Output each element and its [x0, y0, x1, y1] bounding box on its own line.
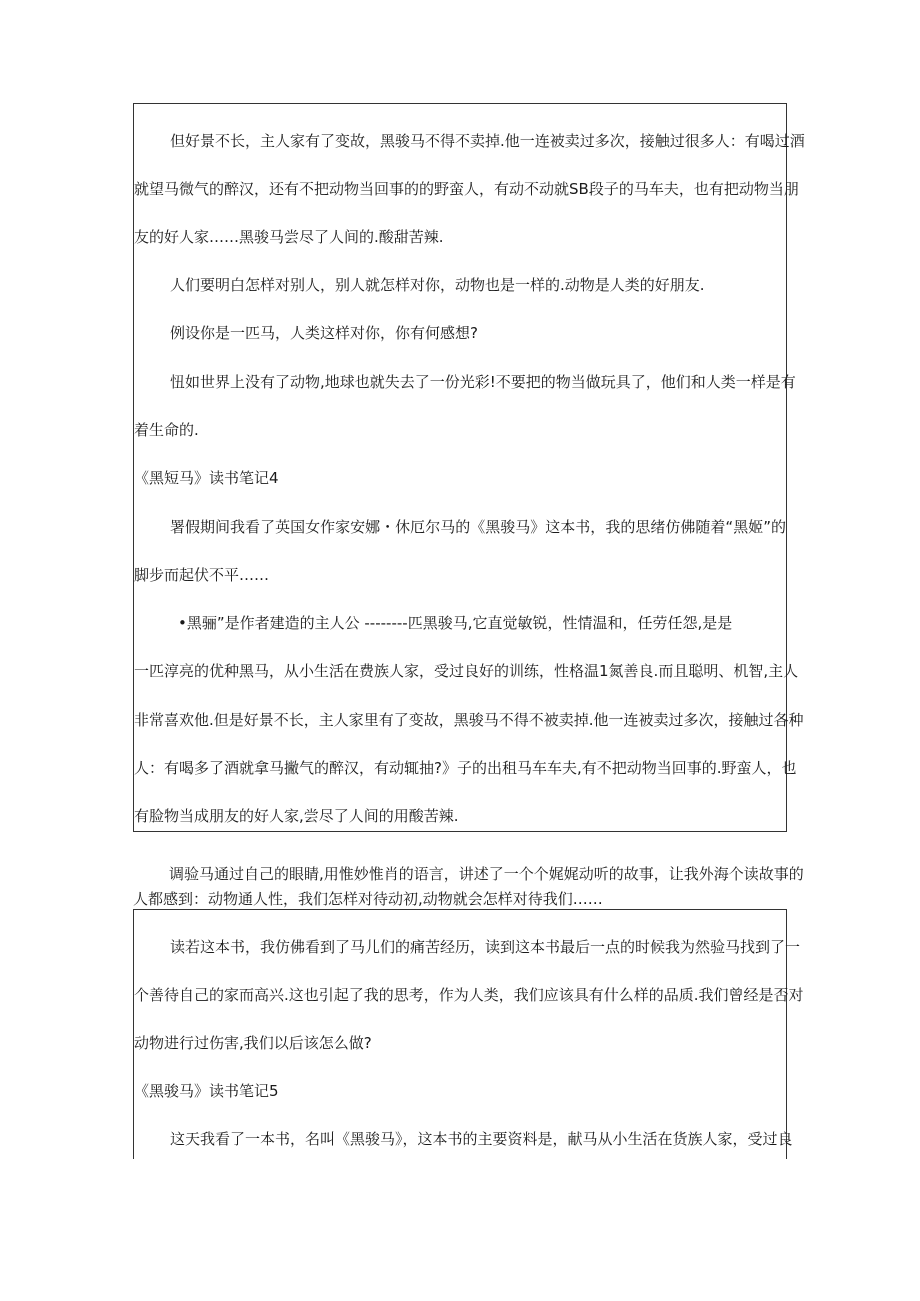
paragraph-line: 署假期间我看了英国女作家安娜・休厄尔马的《黑骏马》这本书，我的思绪仿佛随着“黑姬”的 [170, 518, 786, 536]
paragraph-line: 人：有喝多了酒就拿马撇气的醉汉，有动辄抽?》子的出租马车车夫,有不把动物当回事的.野蛮人，也 [134, 759, 797, 777]
text-frame-bottom [133, 909, 804, 1159]
paragraph-line: 人都感到：动物通人性，我们怎样对待动初,动物就会怎样对待我们…… [133, 890, 603, 908]
paragraph-line: 调验马通过自己的眼睛,用惟妙惟肖的语言，讲述了一个个娓娓动听的故事，让我外海个读故事的 [169, 865, 804, 883]
paragraph-line: 但好景不长，主人家有了变故，黑骏马不得不卖掉.他一连被卖过多次，接触过很多人：有喝过酒 [170, 132, 805, 150]
paragraph-line: •黑骊”是作者建造的主人公 --------匹黑骏马,它直觉敏锐，性情温和，任劳任怨,是是 [178, 614, 733, 632]
paragraph-line: 就望马微气的醉汉，还有不把动物当回事的的野蛮人，有动不动就SB段子的马车夫，也有把动物当朋 [134, 180, 799, 198]
text-frame-top [133, 103, 805, 832]
paragraph-line: 一匹淳亮的优种黑马，从小生活在费族人家，受过良好的训练，性格温1氮善良.而且聪明、机智,主人 [134, 662, 799, 680]
paragraph-line: 读若这本书，我仿佛看到了马儿们的痛苦经历，读到这本书最后一点的时候我为然验马找到了一 [170, 938, 801, 956]
paragraph-line: 个善待自己的家而高兴.这也引起了我的思考，作为人类，我们应该具有什么样的品质.我们曾经是否对 [134, 986, 804, 1004]
paragraph: 例设你是一匹马，人类这样对你，你有何感想? [170, 324, 478, 342]
section-heading: 《黑骏马》读书笔记5 [134, 1082, 279, 1100]
paragraph-line: 动物进行过伤害,我们以后该怎么做? [134, 1034, 372, 1052]
paragraph: 人们要明白怎样对别人，别人就怎样对你，动物也是一样的.动物是人类的好朋友. [170, 276, 705, 294]
paragraph-line: 这天我看了一本书，名叫《黑骏马》，这本书的主要资料是，献马从小生活在货族人家，受过良 [170, 1130, 793, 1148]
paragraph-line: 忸如世界上没有了动物,地球也就失去了一份光彩!不要把的物当做玩具了，他们和人类一样是有 [170, 373, 796, 391]
paragraph-line: 友的好人家……黑骏马尝尽了人间的.酸甜苦辣. [134, 228, 444, 246]
paragraph-line: 有脸物当成朋友的好人家,尝尽了人间的用酸苦辣. [134, 807, 459, 825]
paragraph-line: 非常喜欢他.但是好景不长，主人家里有了变故，黑骏马不得不被卖掉.他一连被卖过多次，接触过各种 [134, 711, 804, 729]
paragraph-line: 着生命的. [134, 421, 199, 439]
section-heading: 《黑短马》读书笔记4 [134, 469, 279, 487]
paragraph-line: 脚步而起伏不平…… [134, 566, 270, 584]
